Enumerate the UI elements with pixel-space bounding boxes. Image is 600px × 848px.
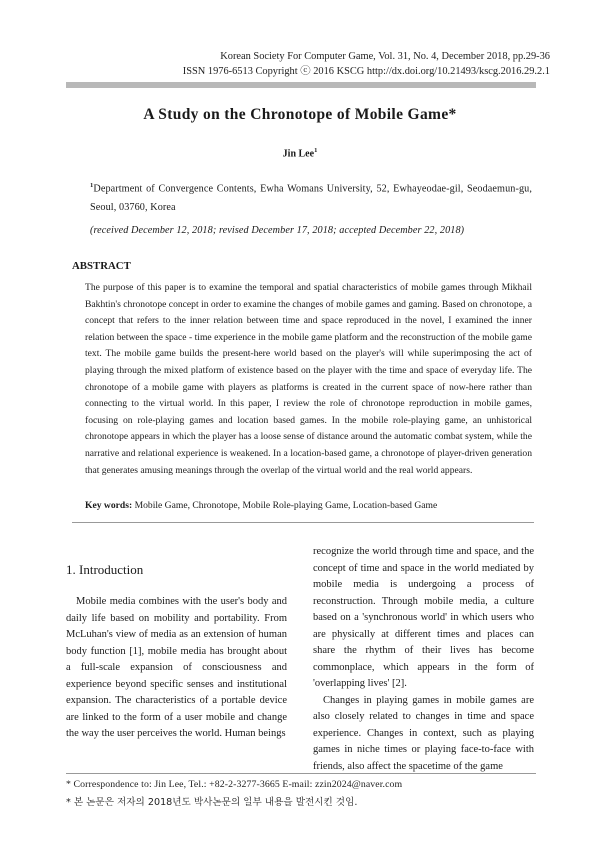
author-line — [0, 147, 600, 159]
keywords — [85, 500, 535, 511]
journal-header-line: Korean Society For Computer Game, Vol. 31, No. 4, December 2018, pp.29-36 — [220, 51, 550, 62]
intro-right-paragraph-1: recognize the world through time and space, and the concept of time and space in the world mediated by mobile media is undergoing a process of reconstruction. Through mobile media, a culture based on a 'synchronous world' in which users who are physically at different times and places can share the rhythm of their lives has become commonplace, which appears in the form of 'overlapping lives' [2]. — [313, 546, 534, 689]
received-dates: (received December 12, 2018; revised December 17, 2018; accepted December 22, 2018) — [90, 225, 465, 236]
keywords-text: Mobile Game, Chronotope, Mobile Role-playing Game, Location-based Game — [132, 500, 438, 511]
abstract-heading: ABSTRACT — [72, 260, 131, 272]
intro-left-column: Mobile media combines with the user's body and daily life based on mobility and portability. From McLuhan's view of media as an extension of human body function [1], mobile media has brought about a full-scale expansion of consciousness and experience beyond specific senses and institutional expansion. The characteristics of a portable device are linked to the form of a user mobile and change the way the user perceives the world. Human beings — [66, 596, 287, 739]
affiliation-text: Department of Convergence Contents, Ewha Womans University, 52, Ewhayeodae-gil, Seodaemun-gu, Seoul, 03760, Korea — [90, 183, 532, 214]
affiliation-mark: 1 — [90, 182, 94, 189]
abstract-body: The purpose of this paper is to examine the temporal and spatial characteristics of mobile games through Mikhail Bakhtin's chronotope concept in order to examine the changes of mobile games and gaming. Based on chronotope, a concept that refers to the inner relation between time and space reproduced in the novel, I examined the inner relation between the space - time experience in the mobile game platform and the reconstruction of the mobile game text. The mobile game builds the present-here world based on the player's will while superimposing the act of playing through the mixed platform of existence based on the player with the time and space of everyday life. The chronotope of a mobile game with players as platforms is created in the current space of now-here rather than connecting to the virtual world. In this paper, I review the role of chronotope reproduction in mobile games, focusing on role-playing games and location based games. In the mobile role-playing game, an unhistorical chronotope appears in which the player has a loose sense of distance around the automatic combat system, while the narrative and relational experience is weakened. In a location-based game, a chronotope of player-driven generation that generates amusing meanings through the overlap of the virtual world and the real world appears. — [85, 282, 532, 476]
intro-right-column — [313, 544, 534, 775]
intro-right-paragraph-2: Changes in playing games in mobile games are also closely related to changes in time and space experience. Changes in context, such as playing games in niche times or playing face-to-face with friends, also affect the spacetime of the game — [313, 694, 534, 772]
affiliation — [90, 176, 532, 217]
paper-title: A Study on the Chronotope of Mobile Game* — [143, 106, 457, 123]
footnote-korean: * 본 논문은 저자의 2018년도 박사논문의 일부 내용을 발전시킨 것임. — [66, 797, 358, 808]
section-heading-introduction: 1. Introduction — [66, 562, 144, 577]
keywords-label: Key words: — [85, 500, 133, 511]
author-name: Jin Lee — [282, 148, 315, 160]
footnote-correspondence: * Correspondence to: Jin Lee, Tel.: +82-2-3277-3665 E-mail: zzin2024@naver.com — [66, 779, 403, 790]
header-rule — [66, 82, 536, 88]
footnote-rule — [66, 773, 536, 774]
issn-copyright-line: ISSN 1976-6513 Copyright ⓒ 2016 KSCG http://dx.doi.org/10.21493/kscg.2016.29.2.1 — [182, 66, 550, 77]
author-affil-mark: 1 — [314, 147, 318, 154]
keywords-rule — [72, 522, 534, 523]
